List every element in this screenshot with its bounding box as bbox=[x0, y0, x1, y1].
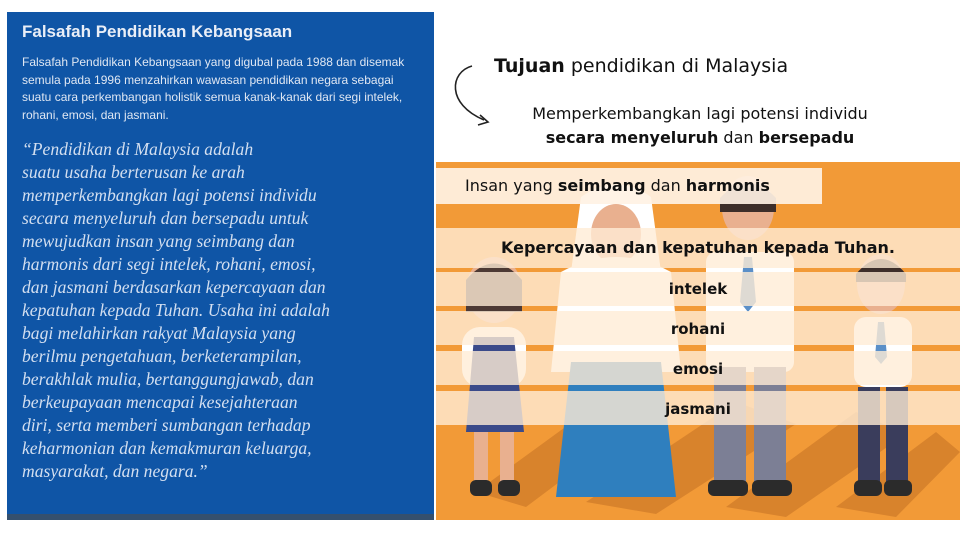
quote-line: mewujudkan insan yang seimbang dan bbox=[22, 231, 295, 251]
quote-line: “Pendidikan di Malaysia adalah bbox=[22, 139, 254, 159]
label-jasmani: jasmani bbox=[665, 400, 731, 418]
label-emosi: emosi bbox=[672, 360, 724, 378]
philosophy-quote bbox=[22, 138, 420, 483]
label-rohani: rohani bbox=[670, 320, 726, 338]
quote-line: kepatuhan kepada Tuhan. Usaha ini adalah bbox=[22, 300, 330, 320]
goal-heading: Tujuan pendidikan di Malaysia bbox=[494, 55, 789, 77]
quote-line: diri, serta memberi sumbangan terhadap bbox=[22, 415, 311, 435]
quote-line: bagi melahirkan rakyat Malaysia yang bbox=[22, 323, 296, 343]
family-illustration bbox=[436, 162, 960, 520]
goal-description: Memperkembangkan lagi potensi individu secara menyeluruh dan bersepadu bbox=[532, 104, 868, 147]
quote-line: berilmu pengetahuan, berketerampilan, bbox=[22, 346, 302, 366]
quote-line: harmonis dari segi intelek, rohani, emosi, bbox=[22, 254, 316, 274]
quote-line: masyarakat, dan negara.” bbox=[22, 461, 208, 481]
panel-title: Falsafah Pendidikan Kebangsaan bbox=[22, 22, 293, 41]
quote-line: dan jasmani berdasarkan kepercayaan dan bbox=[22, 277, 326, 297]
quote-line: berkeupayaan mencapai kesejahteraan bbox=[22, 392, 298, 412]
label-kepercayaan: Kepercayaan dan kepatuhan kepada Tuhan. bbox=[501, 238, 895, 257]
quote-line: berakhlak mulia, bertanggungjawab, dan bbox=[22, 369, 314, 389]
insan-label: Insan yang seimbang dan harmonis bbox=[465, 176, 770, 195]
quote-line: suatu usaha berterusan ke arah bbox=[22, 162, 245, 182]
label-intelek: intelek bbox=[668, 280, 728, 298]
quote-line: keharmonian dan kemakmuran keluarga, bbox=[22, 438, 312, 458]
panel-intro: Falsafah Pendidikan Kebangsaan yang digubal pada 1988 dan disemak semula pada 1996 menzahirkan wawasan pendidikan negara sebagai suatu cara perkembangan holistik semua kanak-kanak dari segi intelek, rohani, emosi, dan jasmani. bbox=[22, 55, 405, 122]
quote-line: memperkembangkan lagi potensi individu bbox=[22, 185, 317, 205]
philosophy-panel bbox=[7, 12, 434, 520]
quote-line: secara menyeluruh dan bersepadu untuk bbox=[22, 208, 309, 228]
